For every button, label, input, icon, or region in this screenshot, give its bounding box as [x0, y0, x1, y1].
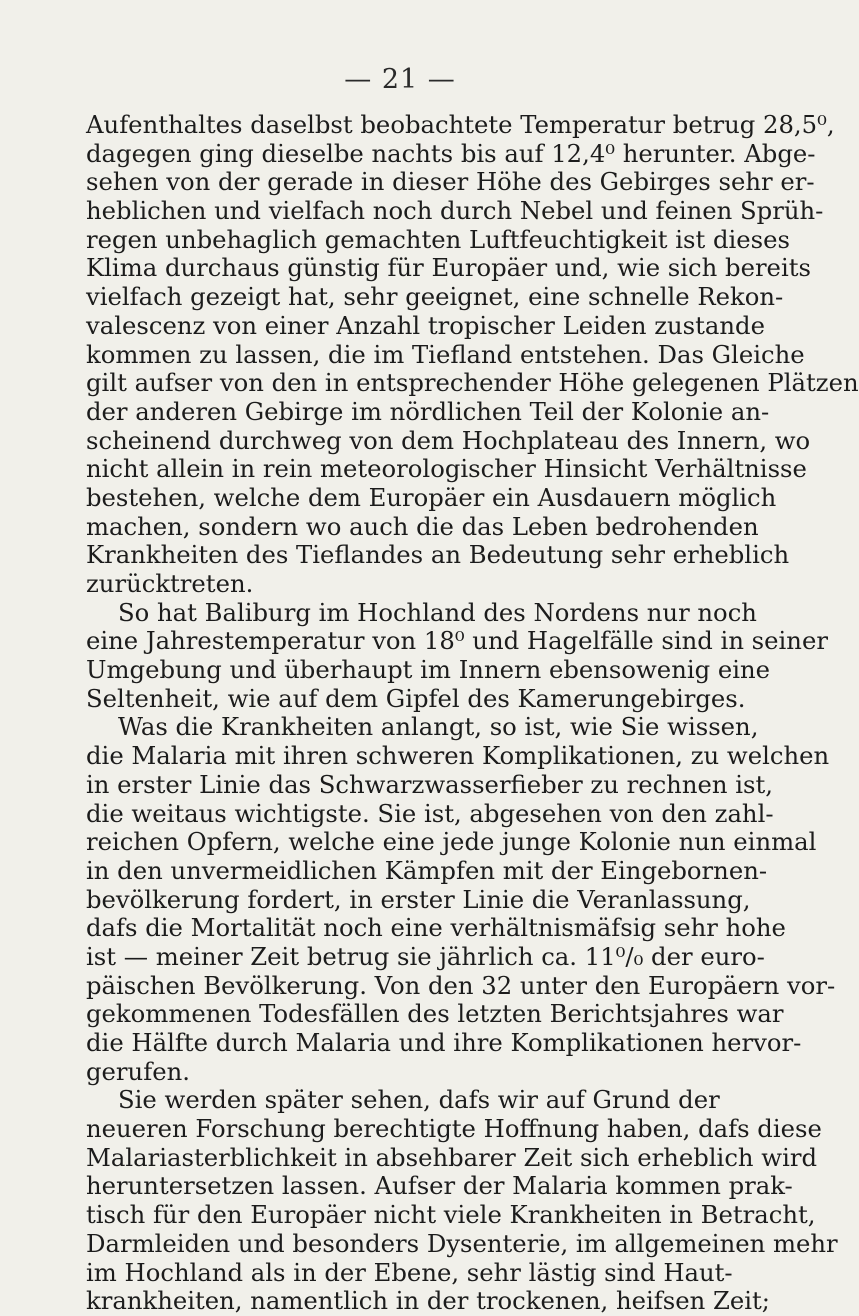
text-line: regen unbehaglich gemachten Luftfeuchtigkeit ist dieses: [86, 224, 790, 254]
text-line: reichen Opfern, welche eine jede junge Kolonie nun einmal: [86, 827, 817, 857]
text-line: die Malaria mit ihren schweren Komplikationen, zu welchen: [86, 741, 830, 771]
body-text: [86, 110, 859, 1316]
text-line: die weitaus wichtigste. Sie ist, abgesehen von den zahl-: [86, 798, 774, 828]
text-line: Sie werden später sehen, dafs wir auf Grund der: [118, 1085, 720, 1115]
text-line: So hat Baliburg im Hochland des Nordens nur noch: [118, 597, 757, 627]
text-line: Umgebung und überhaupt im Innern ebensowenig eine: [86, 655, 771, 685]
text-line: Krankheiten des Tieflandes an Bedeutung sehr erheblich: [86, 540, 790, 570]
text-line: Darmleiden und besonders Dysenterie, im allgemeinen mehr: [86, 1228, 838, 1258]
text-line: heruntersetzen lassen. Aufser der Malaria kommen prak-: [86, 1171, 793, 1201]
text-line: zurücktreten.: [86, 569, 254, 598]
text-line: eine Jahrestemperatur von 18⁰ und Hagelfälle sind in seiner: [86, 626, 828, 656]
text-line: bevölkerung fordert, in erster Linie die Veranlassung,: [86, 884, 751, 914]
text-line: sehen von der gerade in dieser Höhe des Gebirges sehr er-: [86, 167, 815, 197]
text-line: gilt aufser von den in entsprechender Höhe gelegenen Plätzen: [86, 368, 859, 398]
text-line: Aufenthaltes daselbst beobachtete Temperatur betrug 28,5⁰,: [86, 110, 835, 139]
paragraph: [86, 110, 859, 599]
text-line: gerufen.: [86, 1056, 190, 1086]
text-line: scheinend durchweg von dem Hochplateau des Innern, wo: [86, 425, 811, 455]
text-line: die Hälfte durch Malaria und ihre Komplikationen hervor-: [86, 1028, 802, 1057]
text-line: Malariasterblichkeit in absehbarer Zeit sich erheblich wird: [86, 1142, 818, 1172]
text-line: machen, sondern wo auch die das Leben bedrohenden: [86, 511, 759, 541]
text-line: dafs die Mortalität noch eine verhältnismäfsig sehr hohe: [86, 913, 786, 943]
text-line: tisch für den Europäer nicht viele Krankheiten in Betracht,: [86, 1200, 816, 1230]
text-line: Seltenheit, wie auf dem Gipfel des Kamerungebirges.: [86, 683, 746, 713]
paragraph: [86, 1085, 838, 1316]
text-line: ist — meiner Zeit betrug sie jährlich ca. 11⁰/₀ der euro-: [86, 941, 765, 971]
text-line: Klima durchaus günstig für Europäer und, wie sich bereits: [86, 253, 811, 283]
text-line: bestehen, welche dem Europäer ein Ausdauern möglich: [86, 482, 777, 512]
text-line: dagegen ging dieselbe nachts bis auf 12,4⁰ herunter. Abge-: [86, 138, 816, 168]
text-line: in erster Linie das Schwarzwasserfieber zu rechnen ist,: [86, 769, 773, 799]
text-line: kommen zu lassen, die im Tiefland entstehen. Das Gleiche: [86, 339, 805, 369]
text-line: nicht allein in rein meteorologischer Hinsicht Verhältnisse: [86, 454, 807, 484]
text-line: im Hochland als in der Ebene, sehr lästig sind Haut-: [86, 1257, 733, 1287]
text-line: valescenz von einer Anzahl tropischer Leiden zustande: [86, 310, 765, 340]
text-line: päischen Bevölkerung. Von den 32 unter den Europäern vor-: [86, 970, 836, 1000]
text-line: vielfach gezeigt hat, sehr geeignet, eine schnelle Rekon-: [86, 282, 784, 312]
text-line: der anderen Gebirge im nördlichen Teil der Kolonie an-: [86, 396, 770, 426]
paragraph: [86, 712, 836, 1086]
text-line: heblichen und vielfach noch durch Nebel und feinen Sprüh-: [86, 196, 824, 226]
text-line: Was die Krankheiten anlangt, so ist, wie Sie wissen,: [118, 712, 759, 742]
text-line: krankheiten, namentlich in der trockenen, heifsen Zeit;: [86, 1286, 770, 1316]
text-line: gekommenen Todesfällen des letzten Berichtsjahres war: [86, 999, 784, 1029]
page-number: — 21 —: [344, 64, 456, 95]
text-line: neueren Forschung berechtigte Hoffnung haben, dafs diese: [86, 1114, 822, 1144]
paragraph: [86, 597, 828, 714]
text-line: in den unvermeidlichen Kämpfen mit der Eingebornen-: [86, 855, 768, 885]
